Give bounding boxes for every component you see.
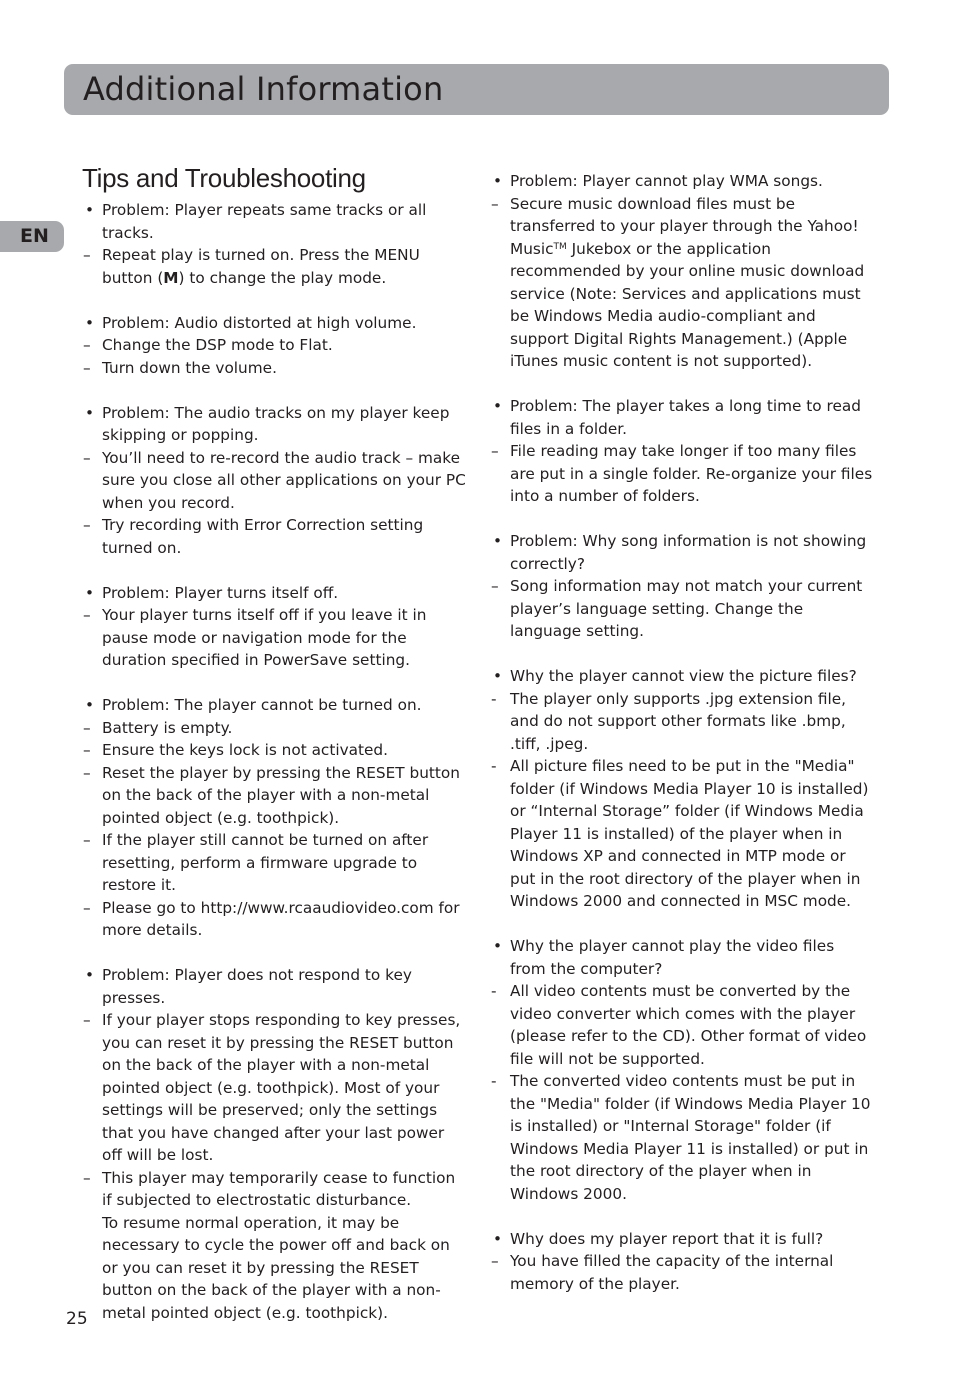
paragraph-gap [82,942,466,965]
item-text: You have filled the capacity of the internal memory of the player. [510,1252,834,1293]
item-text: The player only supports .jpg extension file, and do not support other formats like .bmp, .tiff, .jpeg. [510,689,847,753]
problem-item [490,935,874,980]
item-text: Please go to http://www.rcaaudiovideo.com for more details. [102,898,460,939]
paragraph-gap [490,643,874,666]
item-text: You’ll need to re-record the audio track – make sure you close all other applications on your PC when you record. [102,448,466,512]
item-text: Your player turns itself off if you leave it in pause mode or navigation mode for the duration specified in PowerSave setting. [102,606,427,669]
dash-marker: – [83,831,91,849]
dash-marker: – [83,1011,91,1029]
left-column [82,199,466,1324]
item-text: All video contents must be converted by the video converter which comes with the player (please refer to the CD). Other format of video file will not be supported. [510,982,867,1068]
solution-item [82,717,466,740]
dash-marker: – [83,741,91,759]
solution-item [490,1070,874,1205]
solution-item [490,1250,874,1295]
solution-item [82,762,466,830]
problem-item [82,582,466,605]
dash-marker: – [83,718,91,737]
item-text: Try recording with Error Correction setting turned on. [102,516,424,557]
language-tab [0,221,64,252]
bullet-marker: • [85,966,95,984]
hyphen-marker: - [491,757,497,775]
page-number: 25 [66,1309,88,1329]
bullet-marker: • [493,937,503,955]
item-text: Repeat play is turned on. Press the MENU button ( [102,246,420,287]
dash-marker: – [491,577,499,595]
bullet-marker: • [493,667,503,685]
problem-item [82,199,466,244]
bullet-marker: • [85,403,95,422]
dash-marker: – [491,1252,499,1270]
item-text: Problem: The player takes a long time to read files in a folder. [510,397,861,438]
problem-item [82,312,466,335]
solution-item [490,980,874,1070]
solution-item [490,193,874,373]
dash-marker: – [83,606,91,624]
solution-item [82,447,466,515]
item-text: Problem: Audio distorted at high volume. [102,313,417,332]
problem-item [82,694,466,717]
dash-marker: – [491,194,499,213]
item-text: Problem: Player turns itself off. [102,583,339,602]
item-text: Problem: Player cannot play WMA songs. [510,172,823,190]
dash-marker: – [83,358,91,377]
solution-item [490,755,874,913]
dash-marker: – [83,246,91,264]
item-text: Turn down the volume. [102,358,277,377]
bullet-marker: • [493,172,503,190]
dash-marker: – [83,1168,91,1187]
paragraph-gap [82,672,466,695]
item-text: If the player still cannot be turned on after resetting, perform a firmware upgrade to restore it. [102,831,429,894]
solution-item [82,604,466,672]
solution-item [82,1009,466,1167]
item-text: Why does my player report that it is full? [510,1229,824,1248]
paragraph-gap [82,379,466,402]
item-text: Problem: Player does not respond to key presses. [102,966,412,1007]
item-text: Why the player cannot play the video files from the computer? [510,937,835,978]
solution-item [82,334,466,357]
item-text: Problem: Player repeats same tracks or all tracks. [102,201,427,242]
language-tab-label: EN [20,225,49,247]
item-text: If your player stops responding to key presses, you can reset it by pressing the RESET button on the back of the player with a non-metal pointed object (e.g. toothpick). Most of your settings will be preserved; only the settings that you have changed after your last power off will be lost. [102,1011,461,1164]
solution-item [82,244,466,289]
menu-button-symbol: M [163,268,179,287]
page-title: Additional Information [83,70,444,108]
item-text: This player may temporarily cease to function if subjected to electrostatic disturbance. [102,1168,456,1209]
problem-item [82,402,466,447]
solution-item [82,739,466,762]
item-text: All picture files need to be put in the "Media" folder (if Windows Media Player 10 is installed) or “Internal Storage” folder (if Windows Media Player 11 is installed) of the player when in Windows XP and connected in MTP mode or put in the root directory of the player when in Windows 2000 and connected in MSC mode. [510,757,869,910]
paragraph-gap [82,289,466,312]
problem-item [490,1228,874,1251]
bullet-marker: • [85,583,95,602]
bullet-marker: • [85,313,95,332]
solution-item [82,514,466,559]
solution-item [82,1212,466,1325]
paragraph-gap [490,1205,874,1228]
section-title: Tips and Troubleshooting [82,163,366,193]
item-text: The converted video contents must be put in the "Media" folder (if Windows Media Player 10 is installed) or "Internal Storage" folder (if Windows Media Player 11 is installed) or put in the root directory of the player when in Windows 2000. [510,1072,871,1203]
item-text: Problem: Why song information is not showing correctly? [510,532,867,573]
paragraph-gap [82,559,466,582]
solution-item [490,440,874,508]
problem-item [490,530,874,575]
item-text-continued: ) to change the play mode. [178,268,387,287]
dash-marker: – [83,898,91,917]
solution-item [82,357,466,380]
bullet-marker: • [85,696,95,714]
item-text: Secure music download files must be transferred to your player through the Yahoo! Music [510,194,859,258]
problem-item [82,964,466,1009]
dash-marker: – [83,763,91,782]
item-text: Reset the player by pressing the RESET button on the back of the player with a non-metal pointed object (e.g. toothpick). [102,763,460,827]
item-text: Ensure the keys lock is not activated. [102,741,389,759]
dash-marker: – [83,448,91,467]
solution-item [490,575,874,643]
hyphen-marker: - [491,689,497,708]
dash-marker: – [83,336,91,354]
problem-item [490,665,874,688]
item-text: Battery is empty. [102,718,233,737]
item-text-continued: Jukebox or the application recommended by your online music download service (Note: Services and applications must be Windows Media audio-compliant and support Digital Rights Management.) (Apple iTunes music content is not supported). [510,239,865,370]
paragraph-gap [490,373,874,396]
paragraph-gap [490,913,874,936]
hyphen-marker: - [491,1072,497,1090]
item-text: File reading may take longer if too many files are put in a single folder. Re-organize your files into a number of folders. [510,442,873,505]
right-column [490,170,874,1295]
header-bar [64,64,889,115]
hyphen-marker: - [491,982,497,1000]
bullet-marker: • [493,532,503,550]
item-text: Problem: The player cannot be turned on. [102,696,422,714]
item-text: Change the DSP mode to Flat. [102,336,333,354]
item-text: Why the player cannot view the picture files? [510,667,857,685]
solution-item [82,897,466,942]
dash-marker: – [83,516,91,534]
item-text: To resume normal operation, it may be necessary to cycle the power off and back on or you can reset it by pressing the RESET button on the back of the player with a non-metal pointed object (e.g. toothpick). [102,1213,450,1322]
item-text: Song information may not match your current player’s language setting. Change the language setting. [510,577,863,640]
solution-item [82,829,466,897]
solution-item [490,688,874,756]
problem-item [490,395,874,440]
paragraph-gap [490,508,874,531]
trademark-sup: TM [553,241,567,252]
item-text: Problem: The audio tracks on my player keep skipping or popping. [102,403,450,444]
solution-item [82,1167,466,1212]
bullet-marker: • [493,397,503,415]
bullet-marker: • [85,201,95,219]
bullet-marker: • [493,1229,503,1248]
dash-marker: – [491,442,499,460]
problem-item [490,170,874,193]
